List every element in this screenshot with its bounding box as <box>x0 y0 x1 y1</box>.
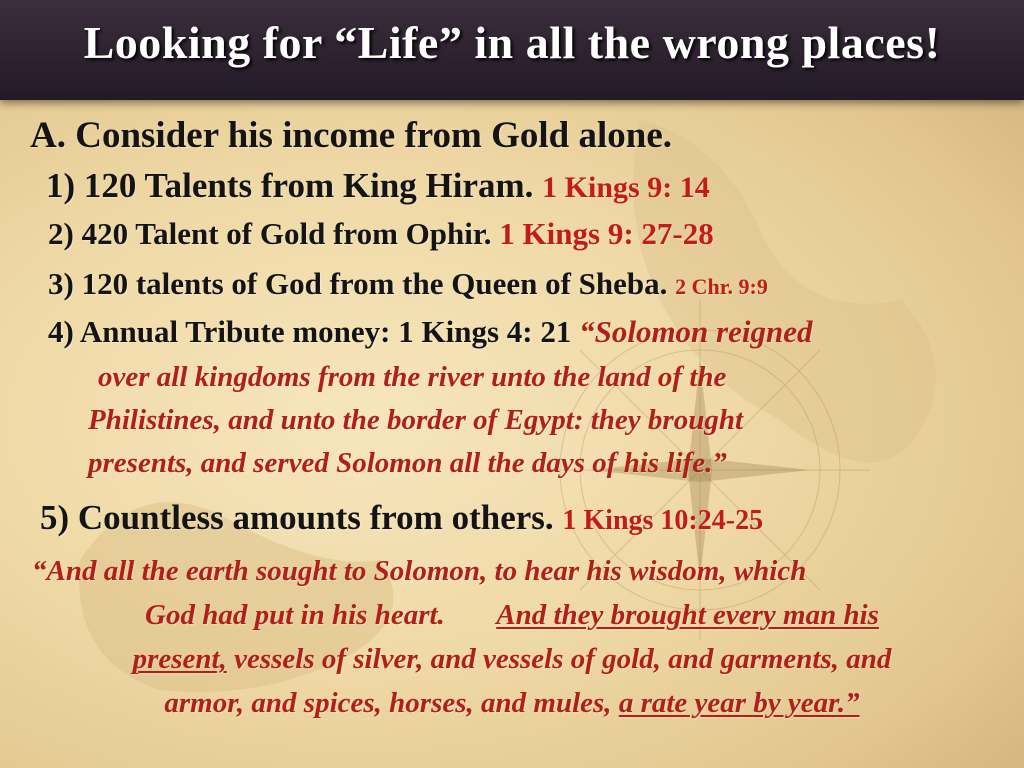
item-3 <box>48 266 768 302</box>
quote-line-2-plain: God had put in his heart. <box>145 599 445 631</box>
item-1-reference: 1 Kings 9: 14 <box>542 171 710 204</box>
section-a-heading: A. Consider his income from Gold alone. <box>30 115 673 156</box>
quote-line-4-plain: armor, and spices, horses, and mules, <box>164 687 612 719</box>
title-bar <box>0 0 1024 100</box>
quote-line-3-plain: vessels of silver, and vessels of gold, and garments, and <box>226 643 892 675</box>
item-1-text: 1) 120 Talents from King Hiram. <box>46 166 534 205</box>
item-4 <box>48 314 813 350</box>
quote-line-2-underlined: And they brought every man his <box>496 599 879 631</box>
item-2-text: 2) 420 Talent of Gold from Ophir. <box>48 216 492 251</box>
quote-line-1: “And all the earth sought to Solomon, to hear his wisdom, which <box>32 555 807 587</box>
item-2-reference: 1 Kings 9: 27-28 <box>499 216 714 251</box>
item-2 <box>48 216 714 252</box>
item-4-quote-line-1: over all kingdoms from the river unto the land of the <box>98 361 727 393</box>
quote-line-4 <box>0 687 1024 720</box>
quote-line-3-underlined: present, <box>132 643 227 675</box>
item-4-quote-line-3: presents, and served Solomon all the days of his life.” <box>88 447 727 479</box>
quote-line-4-underlined: a rate year by year.” <box>618 687 860 719</box>
slide-title: Looking for “Life” in all the wrong places! <box>83 17 941 68</box>
item-3-reference: 2 Chr. 9:9 <box>675 274 768 299</box>
quote-line-3 <box>0 643 1024 676</box>
item-4-quote-line-2: Philistines, and unto the border of Egypt: they brought <box>88 404 744 436</box>
item-5 <box>40 498 763 538</box>
item-5-reference: 1 Kings 10:24-25 <box>562 505 764 536</box>
item-4-text: 4) Annual Tribute money: 1 Kings 4: 21 <box>48 314 572 349</box>
quote-line-2 <box>0 599 1024 632</box>
item-3-text: 3) 120 talents of God from the Queen of Sheba. <box>48 266 668 301</box>
item-1 <box>46 166 710 206</box>
item-5-text: 5) Countless amounts from others. <box>40 498 554 537</box>
item-4-quote-start: “Solomon reigned <box>579 314 813 349</box>
